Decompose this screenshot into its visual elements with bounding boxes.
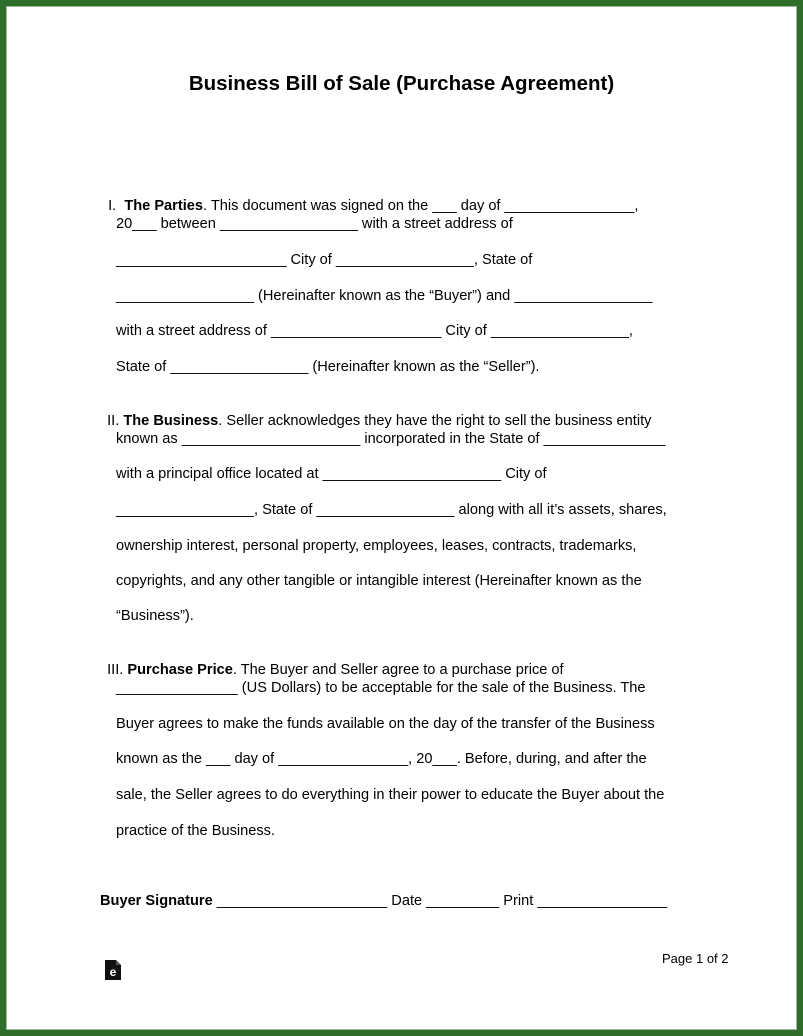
section-1-line-1: I. The Parties. This document was signed on the ___ day of ________________, xyxy=(108,198,639,214)
signature-label: Buyer Signature xyxy=(100,893,213,909)
section-1-line-3: _____________________ City of _________________, State of xyxy=(116,252,533,268)
section-1-line-2: 20___ between _________________ with a street address of xyxy=(116,216,513,232)
section-3-line-6: practice of the Business. xyxy=(116,823,275,839)
section-heading: Purchase Price xyxy=(127,662,233,678)
section-2-line-7: “Business”). xyxy=(116,608,194,624)
section-number: II. xyxy=(107,413,120,429)
document-title: Business Bill of Sale (Purchase Agreement) xyxy=(188,72,615,95)
section-1-line-4: _________________ (Hereinafter known as the “Buyer”) and _________________ xyxy=(116,288,653,304)
section-3-line-3: Buyer agrees to make the funds available on the day of the transfer of the Business xyxy=(116,716,655,732)
section-3-line-2: _______________ (US Dollars) to be acceptable for the sale of the Business. The xyxy=(116,680,646,696)
section-1-line-5: with a street address of _____________________ City of _________________, xyxy=(116,323,633,339)
section-heading: The Business xyxy=(123,413,219,429)
buyer-signature-line: Buyer Signature _____________________ Date _________ Print ________________ xyxy=(100,893,668,909)
section-heading: The Parties xyxy=(124,198,204,214)
page-number: Page 1 of 2 xyxy=(662,951,729,966)
section-2-line-2: known as ______________________ incorporated in the State of _______________ xyxy=(116,431,666,447)
section-3-line-1: III. Purchase Price. The Buyer and Seller agree to a purchase price of xyxy=(107,662,564,678)
section-3-line-4: known as the ___ day of ________________, 20___. Before, during, and after the xyxy=(116,751,647,767)
section-2-line-1: II. The Business. Seller acknowledges they have the right to sell the business entity xyxy=(107,413,652,429)
section-2-line-6: copyrights, and any other tangible or intangible interest (Hereinafter known as the xyxy=(116,573,642,589)
section-3-line-5: sale, the Seller agrees to do everything in their power to educate the Buyer about the xyxy=(116,787,665,803)
eforms-logo-icon xyxy=(104,959,122,981)
section-2-line-5: ownership interest, personal property, employees, leases, contracts, trademarks, xyxy=(116,538,637,554)
section-number: III. xyxy=(107,662,124,678)
logo-letter: e xyxy=(109,965,117,979)
section-2-line-4: _________________, State of _________________ along with all it’s assets, shares, xyxy=(116,502,667,518)
section-1-line-6: State of _________________ (Hereinafter known as the “Seller”). xyxy=(116,359,540,375)
section-number: I. xyxy=(108,198,117,214)
section-2-line-3: with a principal office located at ______________________ City of xyxy=(116,466,547,482)
